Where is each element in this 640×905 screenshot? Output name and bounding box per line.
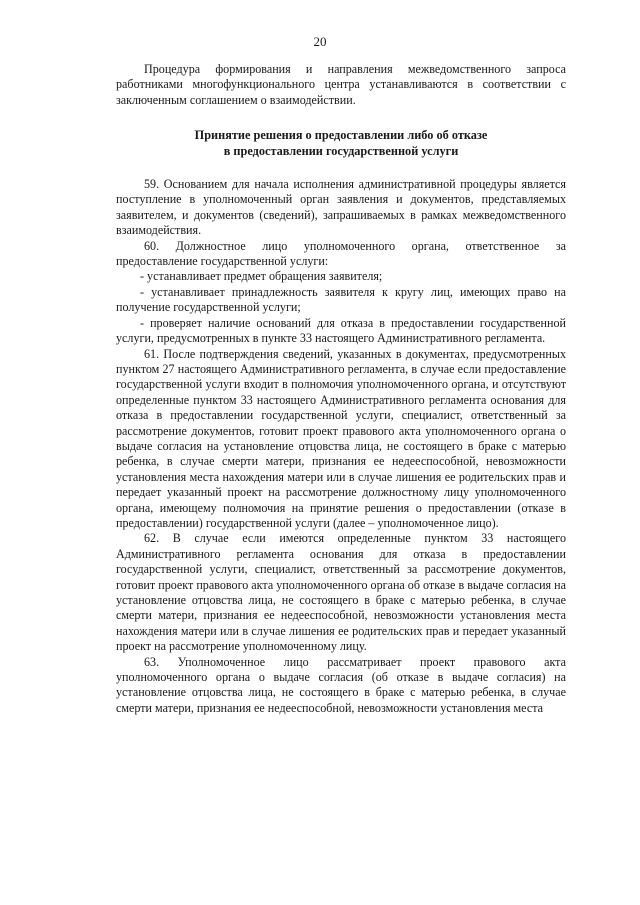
document-body	[116, 62, 566, 716]
page-number: 20	[313, 34, 327, 49]
intro-paragraph: Процедура формирования и направления межведомственного запроса работниками многофункционального центра устанавливаются в соответствии с заключенным соглашением о взаимодействии.	[116, 62, 566, 107]
paragraph-61: 61. После подтверждения сведений, указанных в документах, предусмотренных пунктом 27 настоящего Административного регламента, в случае если предоставление государственной услуги входит в полномочия уполномоченного органа, и отсутствуют определенные пунктом 33 настоящего Административного регламента основания для отказа в предоставлении государственной услуги, специалист, ответственный за рассмотрение документов, готовит проект правового акта уполномоченного органа о выдаче согласия на установление отцовства лица, не состоящего в браке с матерью ребенка, в случае смерти матери, признания ее недееспособной, невозможности установления места нахождения матери или в случае лишения ее родительских прав и передает указанный проект на рассмотрение должностному лицу уполномоченного органа, имеющему полномочия на принятие решения о предоставлении (отказе в предоставлении) государственной услуги (далее – уполномоченное лицо).	[116, 346, 566, 530]
paragraph-60-item-3: - проверяет наличие оснований для отказа в предоставлении государственной услуги, предусмотренных в пункте 33 настоящего Административного регламента.	[116, 315, 566, 346]
section-heading-line-1: Принятие решения о предоставлении либо об отказе	[194, 128, 488, 143]
section-heading-line-2: в предоставлении государственной услуги	[223, 143, 459, 158]
paragraph-60-item-2: - устанавливает принадлежность заявителя к кругу лиц, имеющих право на получение государственной услуги;	[116, 284, 566, 315]
paragraph-63: 63. Уполномоченное лицо рассматривает проект правового акта уполномоченного органа о выдаче согласия (об отказе в выдаче согласия) на установление отцовства лица, не состоящего в браке с матерью ребенка, в случае смерти матери, признания ее недееспособной, невозможности установления места	[116, 654, 566, 715]
section-heading	[116, 128, 566, 159]
paragraph-60: 60. Должностное лицо уполномоченного органа, ответственное за предоставление государственной услуги:	[116, 238, 566, 269]
paragraph-62: 62. В случае если имеются определенные пунктом 33 настоящего Административного регламента основания для отказа в предоставлении государственной услуги, специалист, ответственный за рассмотрение документов, готовит проект правового акта уполномоченного органа об отказе в выдаче согласия на установление отцовства лица, не состоящего в браке с матерью ребенка, в случае смерти матери, признания ее недееспособной, невозможности установления места нахождения матери или в случае лишения ее родительских прав и передает указанный проект на рассмотрение уполномоченному лицу.	[116, 531, 566, 654]
paragraph-60-item-1: - устанавливает предмет обращения заявителя;	[140, 269, 383, 284]
paragraph-59: 59. Основанием для начала исполнения административной процедуры является поступление в уполномоченный орган заявления и документов, представляемых заявителем, и документов (сведений), запрашиваемых в рамках межведомственного взаимодействия.	[116, 177, 566, 238]
